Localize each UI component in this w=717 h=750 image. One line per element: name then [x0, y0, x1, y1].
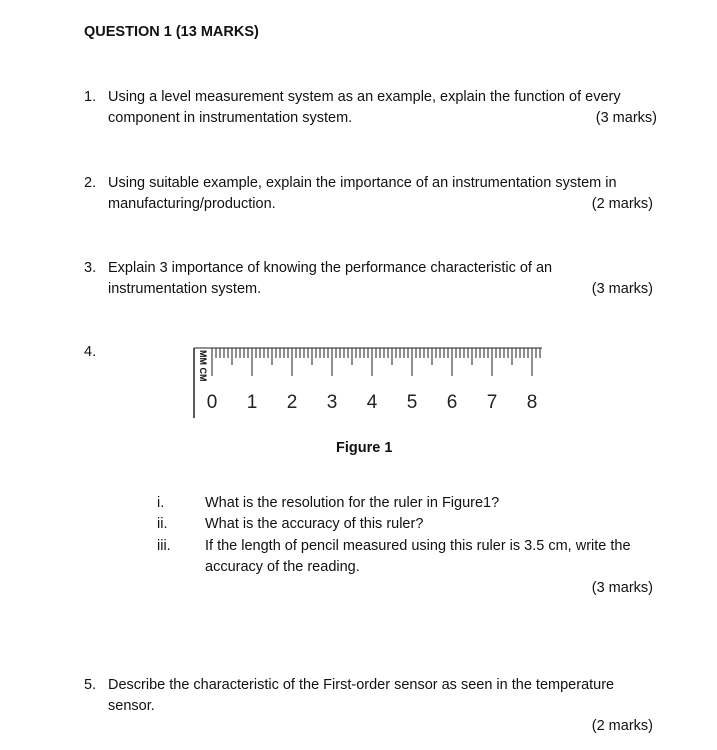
- question-3-marks: (3 marks): [591, 281, 653, 297]
- question-5-marks: (2 marks): [591, 718, 653, 734]
- subpart-i-numeral: i.: [157, 495, 165, 511]
- subpart-ii-text: What is the accuracy of this ruler?: [205, 516, 424, 532]
- question-5-line2: sensor.: [108, 698, 155, 714]
- ruler-number: 8: [526, 392, 538, 413]
- ruler-number: 2: [286, 392, 298, 413]
- ruler-number: 5: [406, 392, 418, 413]
- ruler-number: 6: [446, 392, 458, 413]
- question-2-marks: (2 marks): [591, 196, 653, 212]
- ruler-number: 1: [246, 392, 258, 413]
- question-2-number: 2.: [84, 175, 97, 191]
- ruler-number: 4: [366, 392, 378, 413]
- ruler-numbers: [207, 392, 538, 413]
- subpart-iii-text-cont: accuracy of the reading.: [205, 559, 360, 575]
- question-3-number: 3.: [84, 260, 97, 276]
- question-4-number: 4.: [84, 344, 97, 360]
- question-1-line1: Using a level measurement system as an example, explain the function of every: [108, 89, 621, 105]
- subpart-i-text: What is the resolution for the ruler in Figure1?: [205, 495, 500, 511]
- figure-caption: Figure 1: [336, 440, 393, 456]
- ruler-unit-label: MM CM: [198, 350, 208, 382]
- ruler-figure: [190, 344, 542, 420]
- question-1-number: 1.: [84, 89, 97, 105]
- subpart-iii-text: If the length of pencil measured using this ruler is 3.5 cm, write the: [205, 538, 631, 554]
- ruler-number: 3: [326, 392, 338, 413]
- question-2-line2: manufacturing/production.: [108, 196, 276, 212]
- question-3-line2: instrumentation system.: [108, 281, 262, 297]
- question-1-marks: (3 marks): [595, 110, 657, 126]
- question-5-number: 5.: [84, 677, 97, 693]
- ruler-number: 0: [206, 392, 218, 413]
- question-5-line1: Describe the characteristic of the First-order sensor as seen in the temperature: [108, 677, 615, 693]
- question-3-line1: Explain 3 importance of knowing the performance characteristic of an: [108, 260, 553, 276]
- subpart-iii-numeral: iii.: [157, 538, 171, 554]
- ruler-number: 7: [486, 392, 498, 413]
- ruler-ticks: [212, 348, 540, 376]
- question-1-line2: component in instrumentation system.: [108, 110, 353, 126]
- question-title: QUESTION 1 (13 MARKS): [84, 24, 259, 40]
- subpart-ii-numeral: ii.: [157, 516, 168, 532]
- question-2-line1: Using suitable example, explain the importance of an instrumentation system in: [108, 175, 617, 191]
- question-4-marks: (3 marks): [591, 580, 653, 596]
